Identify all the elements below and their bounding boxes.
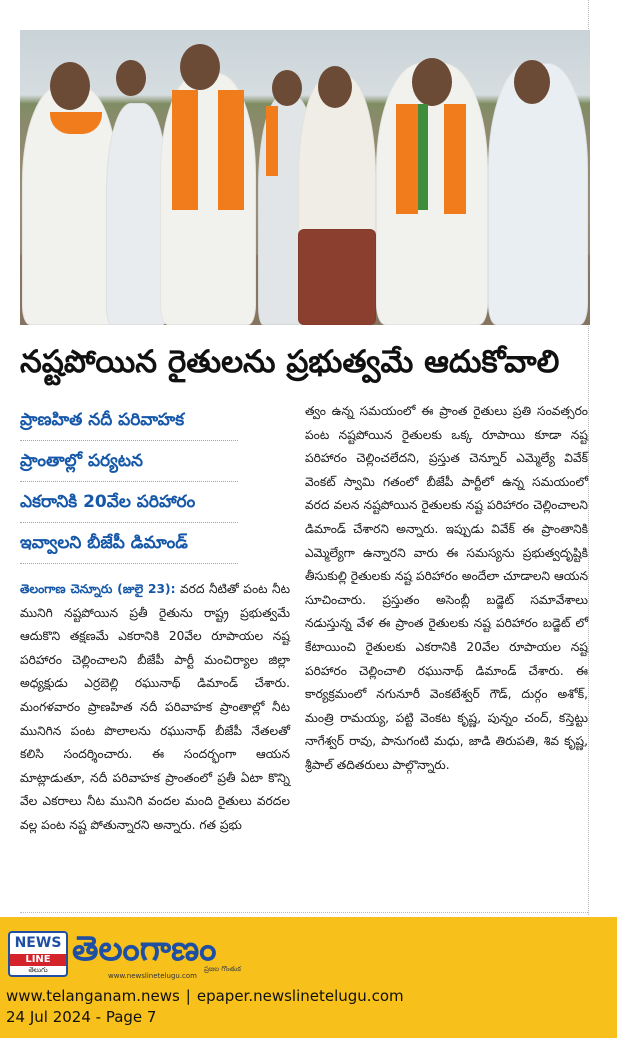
- lungi: [298, 229, 376, 325]
- person-head: [412, 58, 452, 106]
- article-body-right: త్వం ఉన్న సమయంలో ఈ ప్రాంత రైతులు ప్రతి సంవత్సరం పంట నష్టపోయిన రైతులకు ఒక్క రూపాయి కూడా నష్ట పరిహారం చెల్లించలేదని, ప్రస్తుత చెన్నూర్ ఎమ్మెల్యే వివేక్ వెంకట్ స్వామి గతంలో బీజేపీ పార్టీలో ఉన్న సమయంలో వరద వలన నష్టపోయిన రైతులకు నష్ట పరిహారం చెల్లించాలని డిమాండ్ చేశారని అన్నారు. ఇప్పుడు వివేక్ ఈ ప్రాంతానికి ఎమ్మెల్యేగా ఉన్నారని వారు ఈ సమస్యను ప్రభుత్వదృష్టికి తీసుకుల్లి రైతులకు నష్ట పరిహారం అందేలా చూడాలని ఆయన సూచించారు. ప్రస్తుతం అసెంబ్లీ బడ్జెట్ సమావేశాలు నడుస్తున్న వేళ ఈ ప్రాంత రైతులకు నష్ట పరిహారం బడ్జెట్ లో కేటాయించి రైతులకు ఎకరానికి 20వేల రూపాయల నష్ట పరిహారం చెల్లించాలి రఘునాథ్ డిమాండ్ చేశారు. ఈ కార్యక్రమంలో నగునూరీ వెంకటేశ్వర్ గౌడ్, దుర్గం అశోక్, మంత్రి రామయ్య, పట్టి వెంకట కృష్ణ, పున్నం చంద్, కస్తెట్టు నాగేశ్వర్ రావు, పానుగంటి మధు, జాడి తిరుపతి, శివ కృష్ణ, శ్రీపాల్ తదితరులు పాల్గొన్నారు.: [305, 404, 588, 772]
- link-separator: |: [185, 987, 191, 1005]
- article-column-left: [20, 578, 290, 838]
- sub-deck: [20, 400, 238, 564]
- person-head: [318, 66, 352, 108]
- person-head: [180, 44, 220, 90]
- person-head: [272, 70, 302, 106]
- person-head: [514, 60, 550, 104]
- newsline-logo: [8, 931, 68, 977]
- saffron-scarf: [396, 104, 418, 214]
- headline: నష్టపోయిన రైతులను ప్రభుత్వమే ఆదుకోవాలి: [20, 344, 560, 380]
- logo-news-text: NEWS: [14, 935, 62, 951]
- article-column-right: [305, 400, 588, 778]
- brand-site: www.newslinetelugu.com: [108, 972, 197, 980]
- saffron-scarf: [218, 90, 244, 210]
- saffron-scarf: [172, 90, 198, 210]
- footer-links: [6, 985, 404, 1007]
- sub-deck-line: ప్రాంతాల్లో పర్యటన: [20, 441, 238, 482]
- person-head: [116, 60, 146, 96]
- dateline: తెలంగాణ చెన్నూరు (జులై 23):: [20, 582, 176, 596]
- green-scarf: [418, 104, 428, 210]
- date-page: 24 Jul 2024 - Page 7: [6, 1008, 157, 1026]
- logo-line-text: LINE: [10, 954, 66, 966]
- brand-tagline: ప్రజల గొంతుక: [204, 965, 241, 973]
- brand-title: తెలంగాణం: [72, 929, 217, 969]
- sub-deck-line: ఎకరానికి 20వేల పరిహారం: [20, 482, 238, 523]
- link-epaper[interactable]: epaper.newslinetelugu.com: [196, 987, 404, 1005]
- article-body-left: వరద నీటితో పంట నీట మునిగి నష్టపోయిన ప్రతీ రైతును రాష్ట్ర ప్రభుత్వమే ఆదుకొని తక్షణమే ఎకరానికి 20వేల రూపాయల నష్ట పరిహారం చెల్లించాలని బీజేపీ పార్టీ మంచిర్యాల జిల్లా అధ్యక్షుడు ఎర్రబెల్లి రఘునాథ్ డిమాండ్ చేశారు. మంగళవారం ప్రాణహిత నదీ పరివాహక ప్రాంతాల్లో నీట మునిగిన పంట పొలాలను రఘునాథ్ బీజేపీ నేతలతో కలిసి సందర్శించారు. ఈ సందర్భంగా ఆయన మాట్లాడుతూ, నదీ పరివాహక ప్రాంతంలో ప్రతీ ఏటా కొన్ని వేల ఎకరాలు నీట మునిగి వందల మంది రైతులు వరదల వల్ల పంట నష్ట పోతున్నారని అన్నారు. గత ప్రభు: [20, 582, 290, 832]
- footer: [0, 917, 617, 1038]
- link-telanganam[interactable]: www.telanganam.news: [6, 987, 180, 1005]
- sub-deck-line: ప్రాణహిత నదీ పరివాహక: [20, 400, 238, 441]
- news-photo: [20, 30, 590, 325]
- bottom-divider: [20, 912, 588, 913]
- person-figure: [106, 103, 168, 325]
- saffron-scarf: [266, 106, 278, 176]
- saffron-scarf: [444, 104, 466, 214]
- sub-deck-line: ఇవ్వాలని బీజేపీ డిమాండ్: [20, 523, 238, 564]
- person-head: [50, 62, 90, 110]
- logo-sub-text: తెలుగు: [28, 966, 48, 974]
